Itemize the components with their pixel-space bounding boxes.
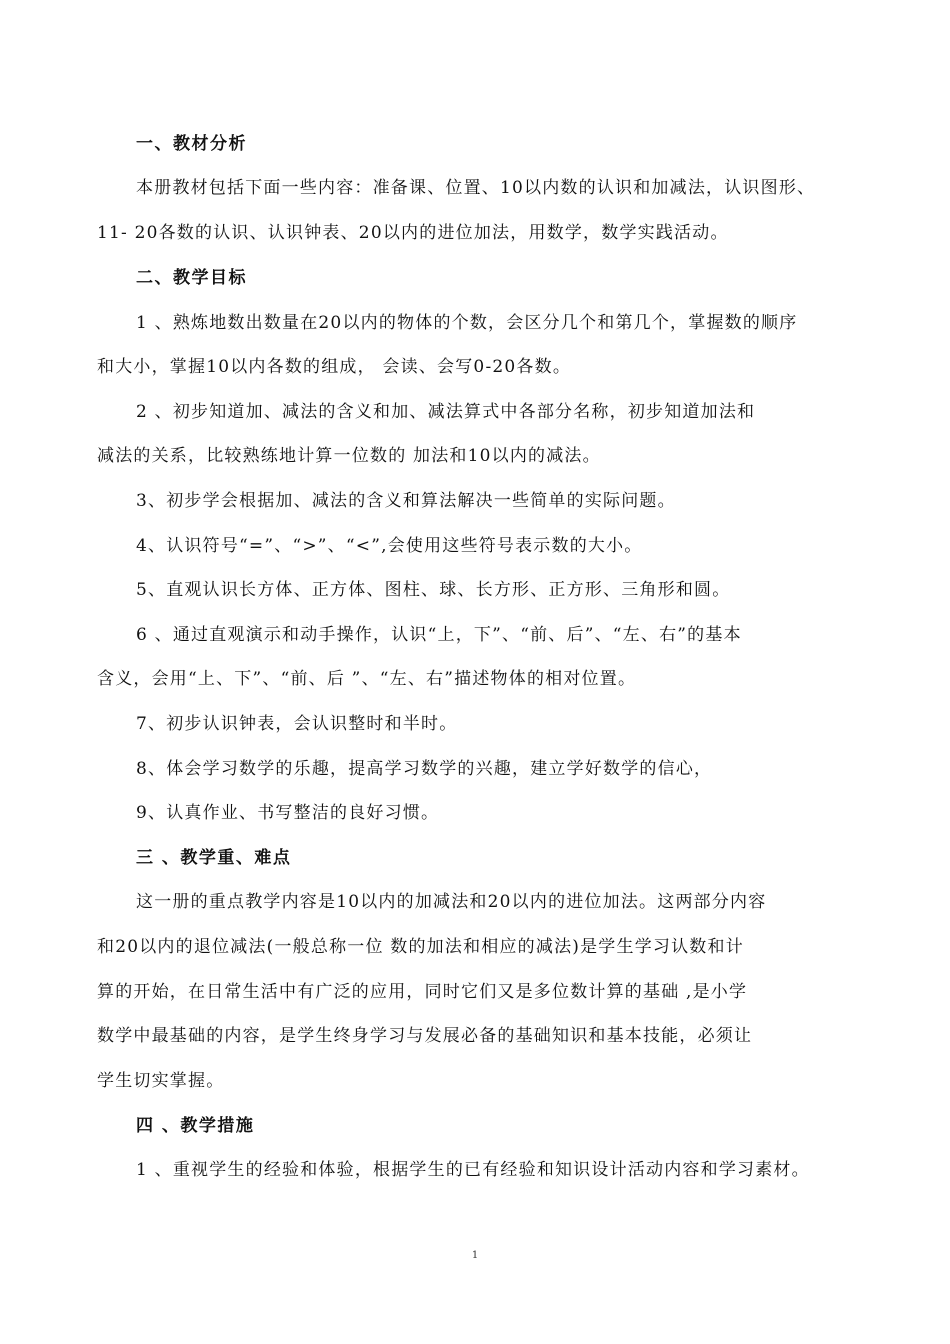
paragraph-line: 6 、通过直观演示和动手操作，认识“上，下”、“前、后”、“左、右”的基本 [136, 625, 742, 645]
paragraph-line: 8、体会学习数学的乐趣，提高学习数学的兴趣，建立学好数学的信心， [136, 759, 713, 779]
paragraph-line: 减法的关系，比较熟练地计算一位数的 加法和10以内的减法。 [97, 446, 601, 466]
paragraph-line: 含义，会用“上、下”、“前、后 ”、“左、右”描述物体的相对位置。 [97, 669, 637, 689]
paragraph-line: 和20以内的退位减法(一般总称一位 数的加法和相应的减法)是学生学习认数和计 [97, 937, 744, 957]
paragraph-line: 学生切实掌握。 [97, 1071, 225, 1091]
section-heading-materials: 一、教材分析 [136, 134, 247, 154]
paragraph-line: 9、认真作业、书写整洁的良好习惯。 [136, 803, 440, 823]
paragraph-line: 算的开始，在日常生活中有广泛的应用，同时它们又是多位数计算的基础 ,是小学 [97, 982, 748, 1002]
paragraph-line: 4、认识符号“=”、“>”、“<”,会使用这些符号表示数的大小。 [136, 536, 643, 556]
paragraph-line: 3、初步学会根据加、减法的含义和算法解决一些简单的实际问题。 [136, 491, 676, 511]
paragraph-line: 数学中最基础的内容，是学生终身学习与发展必备的基础知识和基本技能，必须让 [97, 1026, 753, 1046]
paragraph-line: 1 、熟炼地数出数量在20以内的物体的个数，会区分几个和第几个，掌握数的顺序 [136, 313, 798, 333]
section-heading-measures: 四 、教学措施 [136, 1116, 255, 1136]
paragraph-line: 本册教材包括下面一些内容：准备课、位置、10以内数的认识和加减法，认识图形、 [136, 178, 816, 198]
paragraph-line: 1 、重视学生的经验和体验，根据学生的已有经验和知识设计活动内容和学习素材。 [136, 1160, 810, 1180]
paragraph-line: 这一册的重点教学内容是10以内的加减法和20以内的进位加法。这两部分内容 [136, 892, 767, 912]
page-number: 1 [471, 1250, 479, 1261]
section-heading-key-points: 三 、教学重、难点 [136, 848, 292, 868]
paragraph-line: 5、直观认识长方体、正方体、图柱、球、长方形、正方形、三角形和圆。 [136, 580, 731, 600]
paragraph-line: 和大小，掌握10以内各数的组成， 会读、会写0-20各数。 [97, 357, 572, 377]
section-heading-goals: 二、教学目标 [136, 268, 247, 288]
paragraph-line: 11- 20各数的认识、认识钟表、20以内的进位加法，用数学，数学实践活动。 [97, 223, 729, 243]
paragraph-line: 7、初步认识钟表，会认识整时和半时。 [136, 714, 458, 734]
paragraph-line: 2 、初步知道加、减法的含义和加、减法算式中各部分名称，初步知道加法和 [136, 402, 756, 422]
